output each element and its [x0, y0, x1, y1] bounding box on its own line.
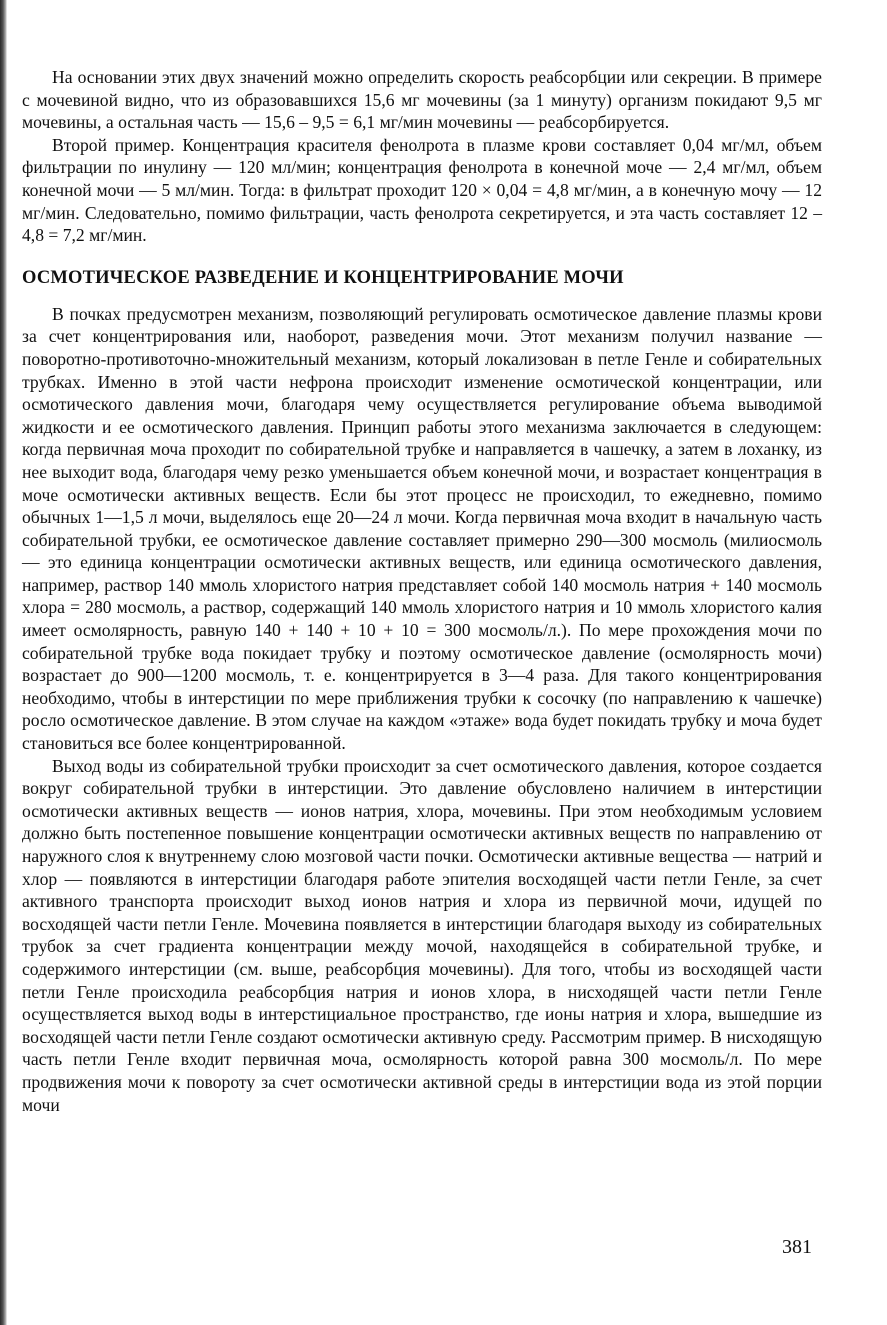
paragraph-water-exit: Выход воды из собирательной трубки происходит за счет осмотического давления, которое создается вокруг собирательной трубки в интерстиции. Это давление обусловлено наличием в интерстиции осмотически активных веществ — ионов натрия, хлора, мочевины. При этом необходимым условием должно быть постепенное повышение концентрации осмотически активных веществ по направлению от наружного слоя к внутреннему слою мозговой части почки. Осмотически активные вещества — натрий и хлор — появляются в интерстиции благодаря работе эпителия восходящей части петли Генле, за счет активного транспорта происходит выход ионов натрия и хлора из первичной мочи, идущей по восходящей части петли Генле. Мочевина появляется в интерстиции благодаря выходу из собирательных трубок за счет градиента концентрации между мочой, находящейся в собирательной трубке, и содержимого интерстиции (см. выше, реабсорбция мочевины). Для того, чтобы из восходящей части петли Генле происходила реабсорбция натрия и ионов хлора, в нисходящей части петли Генле осуществляется выход воды в интерстициальное пространство, где ионы натрия и хлора, вышедшие из восходящей части петли Генле создают осмотически активную среду. Рассмотрим пример. В нисходящую часть петли Генле входит первичная моча, осмолярность которой равна 300 мосмоль/л. По мере продвижения мочи к повороту за счет осмотически активной среды в интерстиции вода из этой порции мочи [22, 755, 822, 1115]
page-number: 381 [782, 1236, 812, 1258]
paragraph-reabsorption-rate: На основании этих двух значений можно определить скорость реабсорбции или секреции. В примере с мочевиной видно, что из образовавшихся 15,6 мг мочевины (за 1 минуту) организм покидают 9,5 мг мочевины, а остальная часть — 15,6 – 9,5 = 6,1 мг/мин мочевины — реабсорбируется. [22, 67, 822, 133]
paragraph-mechanism: В почках предусмотрен механизм, позволяющий регулировать осмотическое давление плазмы крови за счет концентрирования или, наоборот, разведения мочи. Этот механизм получил название — поворотно-противоточно-множительный механизм, который локализован в петле Генле и собирательных трубках. Именно в этой части нефрона происходит изменение осмотической концентрации, или осмотического давления мочи, благодаря чему осуществляется регулирование объема выводимой жидкости и ее осмотического давления. Принцип работы этого механизма заключается в следующем: когда первичная моча проходит по собирательной трубке и направляется в чашечку, а затем в лоханку, из нее выходит вода, благодаря чему резко уменьшается объем конечной мочи, и возрастает концентрация в моче осмотически активных веществ. Если бы этот процесс не происходил, то ежедневно, помимо обычных 1—1,5 л мочи, выделялось еще 20—24 л мочи. Когда первичная моча входит в начальную часть собирательной трубки, ее осмотическое давление составляет примерно 290—300 мосмоль (милиосмоль — это единица концентрации осмотически активных веществ, или единица осмотического давления, например, раствор 140 ммоль хлористого натрия представляет собой 140 мосмоль натрия + 140 мосмоль хлора = 280 мосмоль, а раствор, содержащий 140 ммоль хлористого натрия и 10 ммоль хлористого калия имеет осмолярность, равную 140 + 140 + 10 + 10 = 300 мосмоль/л.). По мере прохождения мочи по собирательной трубке вода покидает трубку и поэтому осмотическое давление (осмолярность мочи) возрастает до 900—1200 мосмоль, т. е. концентрируется в 3—4 раза. Для такого концентрирования необходимо, чтобы в интерстиции по мере приближения трубки к сосочку (по направлению к чашечке) росло осмотическое давление. В этом случае на каждом «этаже» вода будет покидать трубку и моча будет становиться все более концентрированной. [22, 303, 822, 754]
scan-binding-edge [0, 0, 7, 1325]
page-body [22, 66, 822, 1116]
section-heading: ОСМОТИЧЕСКОЕ РАЗВЕДЕНИЕ И КОНЦЕНТРИРОВАНИЕ МОЧИ [22, 267, 624, 288]
paragraph-second-example: Второй пример. Концентрация красителя фенолрота в плазме крови составляет 0,04 мг/мл, объем фильтрации по инулину — 120 мл/мин; концентрация фенолрота в конечной моче — 2,4 мг/мл, объем конечной мочи — 5 мл/мин. Тогда: в фильтрат проходит 120 × 0,04 = 4,8 мг/мин, а в конечную мочу — 12 мг/мин. Следовательно, помимо фильтрации, часть фенолрота секретируется, и эта часть составляет 12 – 4,8 = 7,2 мг/мин. [22, 134, 822, 246]
